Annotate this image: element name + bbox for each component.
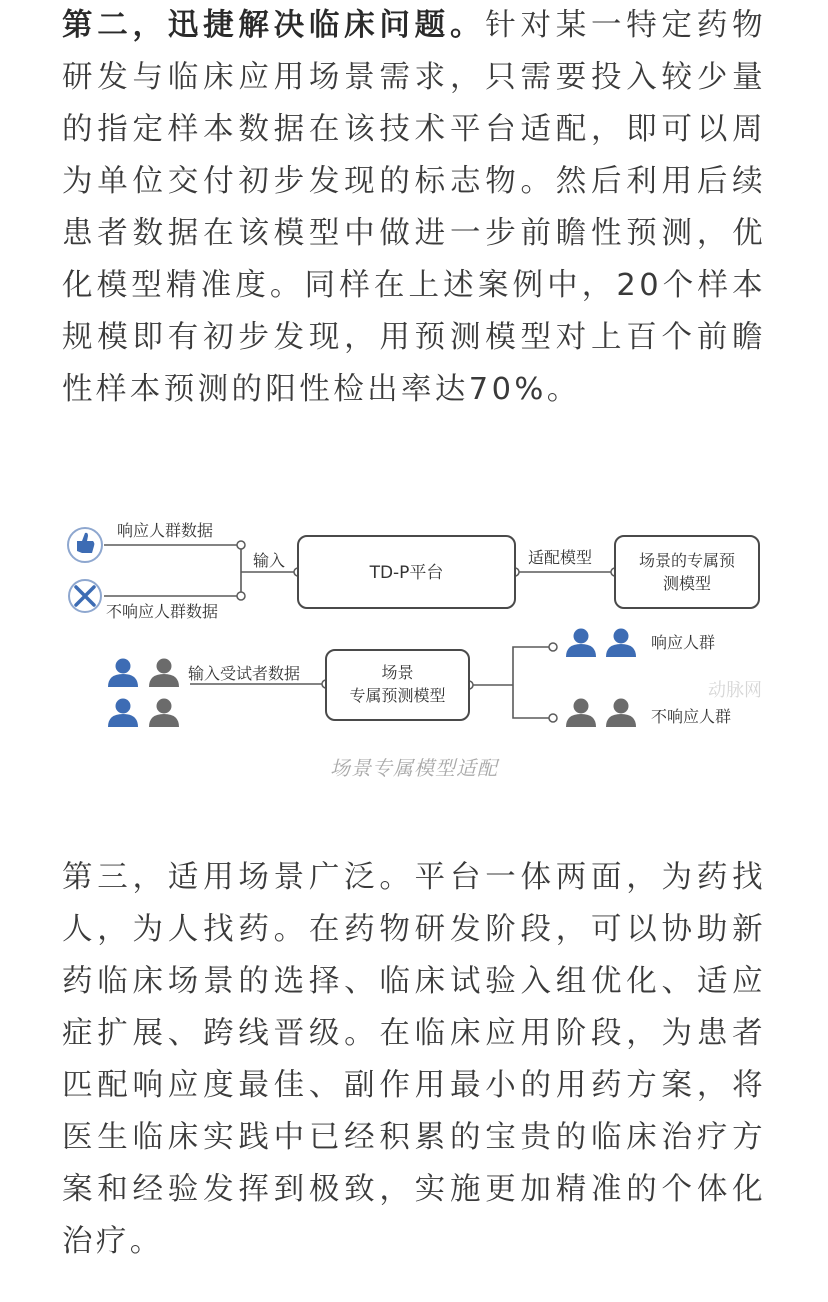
scene-model-line1: 场景的专属预 <box>638 551 736 570</box>
scene-line2: 专属预测模型 <box>349 686 446 705</box>
input-subject-data-label: 输入受试者数据 <box>188 664 301 683</box>
person-icon <box>606 699 636 728</box>
figure-caption: 场景专属模型适配 <box>330 756 498 780</box>
paragraph-body: 针对某一特定药物研发与临床应用场景需求，只需要投入较少量的指定样本数据在该技术平台适配，即可以周为单位交付初步发现的标志物。然后利用后续患者数据在该模型中做进一步前瞻性预测，优化模型精准度。同样在上述案例中，20个样本规模即有初步发现，用预测模型对上百个前瞻性样本预测的阳性检出率达70%。 <box>62 8 766 407</box>
td-p-platform-label: TD-P平台 <box>369 563 444 583</box>
person-icon <box>606 629 636 658</box>
paragraph-advantage-3: 第三，适用场景广泛。平台一体两面，为药找人，为人找药。在药物研发阶段，可以协助新药临床场景的选择、临床试验入组优化、适应症扩展、跨线晋级。在临床应用阶段，为患者匹配响应度最佳、副作用最小的用药方案，将医生临床实践中已经积累的宝贵的临床治疗方案和经验发挥到极致，实施更加精准的个体化治疗。 <box>62 860 766 1259</box>
person-icon <box>149 699 179 728</box>
scene-model-line2: 测模型 <box>662 574 712 593</box>
responders-data-label: 响应人群数据 <box>117 521 214 540</box>
person-icon <box>566 629 596 658</box>
model-adaptation-diagram <box>60 510 768 740</box>
responders-label: 响应人群 <box>651 633 716 652</box>
scene-prediction-model-box <box>326 650 469 720</box>
watermark-logo: 动脉网 <box>708 680 762 701</box>
person-icon <box>566 699 596 728</box>
input-label: 输入 <box>253 551 286 570</box>
scene-exclusive-model-box <box>615 536 759 608</box>
paragraph-lead: 第二，迅捷解决临床问题。 <box>62 8 486 43</box>
person-icon <box>108 699 138 728</box>
nonresponders-label: 不响应人群 <box>651 707 732 726</box>
scene-line1: 场景 <box>381 663 414 682</box>
paragraph-advantage-2 <box>62 0 766 416</box>
cross-icon <box>69 580 101 612</box>
person-icon <box>149 659 179 688</box>
nonresponders-data-label: 不响应人群数据 <box>106 602 219 621</box>
adapt-model-label: 适配模型 <box>528 548 593 567</box>
person-icon <box>108 659 138 688</box>
thumbs-up-icon <box>68 528 102 562</box>
